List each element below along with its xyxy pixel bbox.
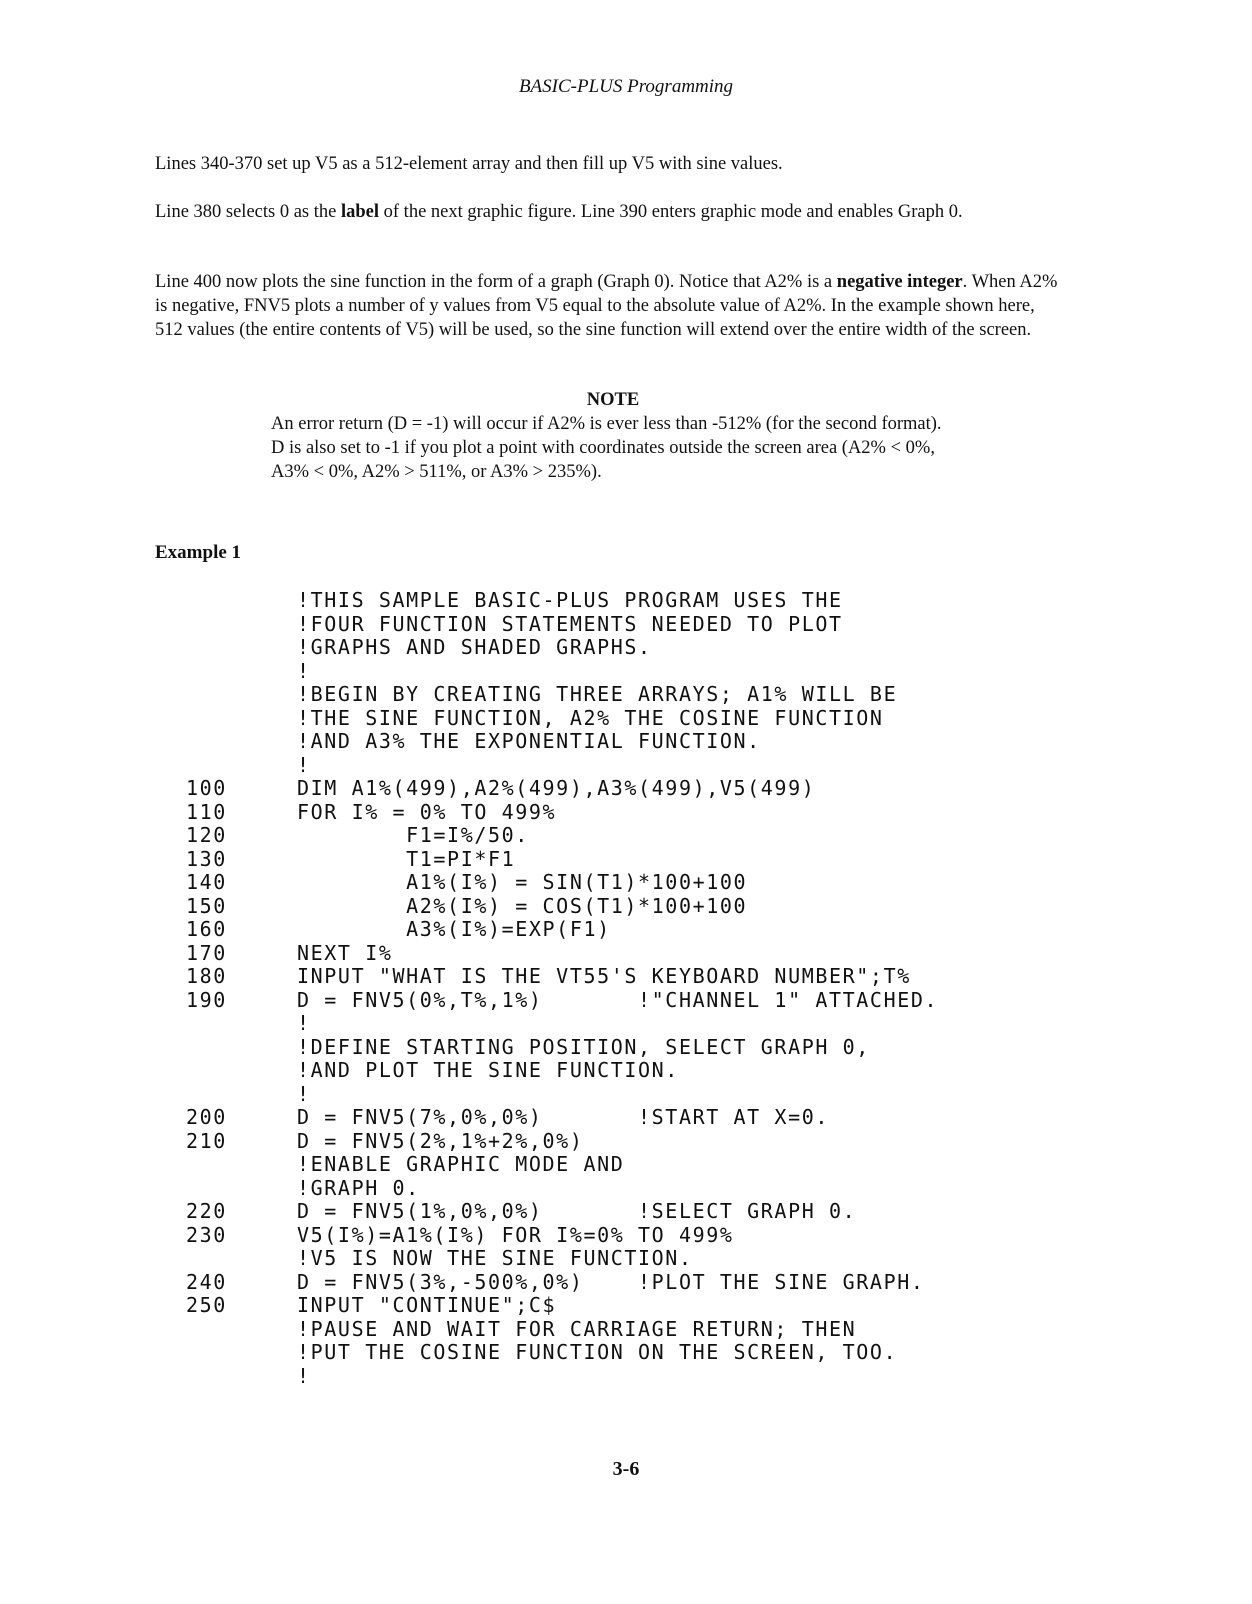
code-line [186, 1012, 938, 1036]
code-line [186, 1059, 938, 1083]
code-line [186, 660, 938, 684]
note-box [271, 388, 955, 484]
code-text: D = FNV5(1%,0%,0%) !SELECT GRAPH 0. [297, 1199, 857, 1223]
code-text: !PAUSE AND WAIT FOR CARRIAGE RETURN; THEN [297, 1316, 857, 1341]
line-number: 150 [186, 893, 227, 918]
paragraph-text-end: . When A2% is negative, FNV5 plots a number of y values from V5 equal to the absolute value of A2%. In the example shown here, 512 values (the entire contents of V5) will be used, so the sine function will extend over the entire width of the screen. [155, 272, 1058, 340]
code-line [186, 777, 938, 801]
code-line [186, 1341, 938, 1365]
code-text: !FOUR FUNCTION STATEMENTS NEEDED TO PLOT [297, 611, 843, 636]
code-text: V5(I%)=A1%(I%) FOR I%=0% TO 499% [297, 1222, 734, 1247]
code-line [186, 801, 938, 825]
code-text: D = FNV5(3%,-500%,0%) !PLOT THE SINE GRAPH. [297, 1269, 925, 1294]
code-text: !DEFINE STARTING POSITION, SELECT GRAPH 0, [297, 1034, 870, 1059]
code-text: !AND PLOT THE SINE FUNCTION. [297, 1058, 679, 1082]
paragraph-text-end: of the next graphic figure. Line 390 enters graphic mode and enables Graph 0. [379, 202, 963, 222]
code-line [186, 1224, 938, 1248]
code-line [186, 1106, 938, 1130]
line-number: 200 [186, 1105, 227, 1129]
code-text: INPUT "CONTINUE";C$ [297, 1293, 557, 1317]
paragraph-text-start: Line 380 selects 0 as the [155, 202, 341, 222]
line-number: 250 [186, 1293, 227, 1317]
code-text: INPUT "WHAT IS THE VT55'S KEYBOARD NUMBER";T% [297, 964, 911, 988]
line-number: 220 [186, 1199, 227, 1223]
code-text: !PUT THE COSINE FUNCTION ON THE SCREEN, TOO. [297, 1340, 898, 1364]
code-text: !AND A3% THE EXPONENTIAL FUNCTION. [297, 729, 761, 753]
code-line [186, 1365, 938, 1389]
code-line [186, 1153, 938, 1177]
line-number: 240 [186, 1269, 227, 1294]
code-line [186, 1318, 938, 1342]
code-line [186, 989, 938, 1013]
code-text: !THE SINE FUNCTION, A2% THE COSINE FUNCTION [297, 705, 884, 730]
code-text: !ENABLE GRAPHIC MODE AND [297, 1152, 625, 1176]
line-number: 100 [186, 776, 227, 800]
code-line [186, 683, 938, 707]
code-text: F1=I%/50. [297, 823, 529, 847]
code-listing [186, 589, 938, 1388]
line-number: 180 [186, 964, 227, 988]
code-line [186, 965, 938, 989]
note-text: An error return (D = -1) will occur if A2% is ever less than -512% (for the second format). D is also set to -1 if you plot a point with coordinates outside the screen area (A2% < 0%, A3% < 0%, A2% > 511%, or A3% > 235%). [271, 414, 942, 482]
page-number: 3-6 [612, 1458, 640, 1480]
code-line [186, 589, 938, 613]
code-text: !BEGIN BY CREATING THREE ARRAYS; A1% WILL BE [297, 682, 898, 706]
bold-term-label: label [340, 202, 380, 222]
code-text: !GRAPH 0. [297, 1175, 420, 1200]
code-line [186, 1294, 938, 1318]
code-line [186, 1247, 938, 1271]
code-text: !V5 IS NOW THE SINE FUNCTION. [297, 1246, 693, 1270]
code-text: NEXT I% [297, 940, 393, 965]
code-line [186, 942, 938, 966]
line-number: 230 [186, 1222, 227, 1247]
line-number: 140 [186, 870, 227, 894]
code-text: D = FNV5(7%,0%,0%) !START AT X=0. [297, 1105, 829, 1129]
code-text: ! [297, 658, 311, 683]
paragraph-lines-340-370 [155, 152, 1067, 176]
code-line [186, 1130, 938, 1154]
code-text: T1=PI*F1 [297, 846, 516, 871]
code-line [186, 1271, 938, 1295]
paragraph-line-380 [155, 200, 1067, 224]
code-line [186, 1200, 938, 1224]
running-header: BASIC-PLUS Programming [518, 76, 734, 97]
code-line [186, 1083, 938, 1107]
code-text: A2%(I%) = COS(T1)*100+100 [297, 893, 748, 918]
code-line [186, 754, 938, 778]
code-line [186, 895, 938, 919]
note-title: NOTE [586, 390, 640, 410]
code-line [186, 613, 938, 637]
code-line [186, 1036, 938, 1060]
example-heading: Example 1 [155, 542, 242, 563]
code-text: DIM A1%(499),A2%(499),A3%(499),V5(499) [297, 776, 816, 800]
code-text: A1%(I%) = SIN(T1)*100+100 [297, 870, 748, 894]
paragraph-text-start: Line 400 now plots the sine function in the form of a graph (Graph 0). Notice that A2% is a [155, 272, 837, 292]
bold-term-negative-integer: negative integer [836, 272, 963, 292]
line-number: 110 [186, 799, 227, 824]
line-number: 130 [186, 846, 227, 871]
code-line [186, 918, 938, 942]
code-text: D = FNV5(0%,T%,1%) !"CHANNEL 1" ATTACHED. [297, 987, 939, 1012]
code-line [186, 824, 938, 848]
code-text: A3%(I%)=EXP(F1) [297, 917, 611, 941]
line-number: 160 [186, 917, 227, 941]
line-number: 120 [186, 823, 227, 847]
line-number: 170 [186, 940, 227, 965]
code-text: FOR I% = 0% TO 499% [297, 799, 557, 824]
code-text: !THIS SAMPLE BASIC-PLUS PROGRAM USES THE [297, 588, 843, 612]
code-line [186, 707, 938, 731]
code-text: ! [297, 1011, 311, 1035]
code-text: ! [297, 1081, 311, 1106]
code-line [186, 730, 938, 754]
code-line [186, 848, 938, 872]
line-number: 190 [186, 987, 227, 1012]
code-text: ! [297, 1363, 311, 1388]
code-text: !GRAPHS AND SHADED GRAPHS. [297, 635, 652, 659]
code-text: ! [297, 752, 311, 777]
code-text: D = FNV5(2%,1%+2%,0%) [297, 1128, 584, 1153]
code-line [186, 871, 938, 895]
code-line [186, 1177, 938, 1201]
paragraph-line-400 [155, 270, 1067, 342]
code-line [186, 636, 938, 660]
line-number: 210 [186, 1128, 227, 1153]
paragraph-text: Lines 340-370 set up V5 as a 512-element array and then fill up V5 with sine values. [155, 154, 783, 174]
